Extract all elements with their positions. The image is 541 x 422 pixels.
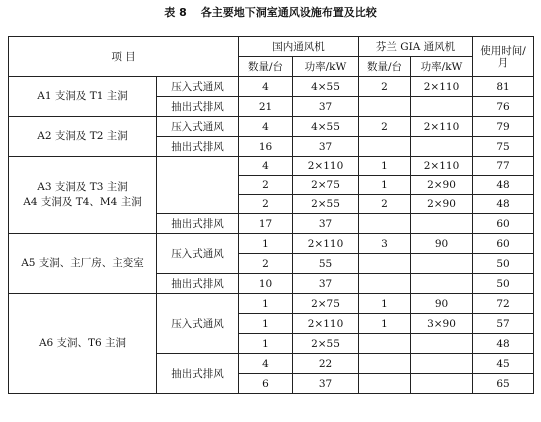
domestic-qty: 2 [239, 176, 293, 195]
use-time: 60 [473, 234, 534, 254]
use-time: 75 [473, 137, 534, 157]
vent-type [157, 157, 239, 214]
vent-type: 抽出式排风 [157, 137, 239, 157]
use-time: 50 [473, 254, 534, 274]
use-time: 72 [473, 294, 534, 314]
finnish-qty: 1 [359, 294, 411, 314]
vent-type: 压入式通风 [157, 77, 239, 97]
header-domestic-qty: 数量/台 [239, 57, 293, 77]
use-time: 65 [473, 374, 534, 394]
vent-type: 压入式通风 [157, 117, 239, 137]
finnish-power [411, 374, 473, 394]
finnish-qty: 2 [359, 195, 411, 214]
domestic-qty: 1 [239, 334, 293, 354]
finnish-qty [359, 214, 411, 234]
ventilation-table [8, 36, 534, 394]
finnish-qty: 2 [359, 117, 411, 137]
vent-type: 抽出式排风 [157, 214, 239, 234]
header-finnish-power: 功率/kW [411, 57, 473, 77]
finnish-power [411, 334, 473, 354]
domestic-qty: 1 [239, 294, 293, 314]
use-time: 48 [473, 176, 534, 195]
domestic-power: 2×110 [293, 234, 359, 254]
domestic-qty: 2 [239, 254, 293, 274]
finnish-power [411, 254, 473, 274]
finnish-power: 2×110 [411, 157, 473, 176]
use-time: 76 [473, 97, 534, 117]
domestic-qty: 21 [239, 97, 293, 117]
finnish-power: 90 [411, 234, 473, 254]
domestic-power: 4×55 [293, 77, 359, 97]
finnish-power [411, 354, 473, 374]
finnish-power [411, 214, 473, 234]
finnish-qty: 1 [359, 176, 411, 195]
table-row [9, 117, 534, 137]
finnish-power: 2×90 [411, 176, 473, 195]
table-title [0, 4, 541, 20]
use-time: 60 [473, 214, 534, 234]
vent-type: 压入式通风 [157, 294, 239, 354]
finnish-qty [359, 274, 411, 294]
domestic-power: 2×55 [293, 195, 359, 214]
finnish-power: 2×110 [411, 77, 473, 97]
domestic-power: 2×110 [293, 314, 359, 334]
header-domestic-power: 功率/kW [293, 57, 359, 77]
domestic-power: 37 [293, 214, 359, 234]
domestic-power: 55 [293, 254, 359, 274]
group-name: A5 支洞、主厂房、主变室 [9, 234, 157, 294]
finnish-power: 2×90 [411, 195, 473, 214]
header-domestic: 国内通风机 [239, 37, 359, 57]
header-finnish-qty: 数量/台 [359, 57, 411, 77]
vent-type: 抽出式排风 [157, 274, 239, 294]
table-row [9, 294, 534, 314]
header-item: 项 目 [9, 37, 239, 77]
finnish-qty [359, 374, 411, 394]
domestic-power: 37 [293, 374, 359, 394]
domestic-qty: 6 [239, 374, 293, 394]
domestic-qty: 1 [239, 314, 293, 334]
use-time: 48 [473, 195, 534, 214]
use-time: 77 [473, 157, 534, 176]
group-name: A6 支洞、T6 主洞 [9, 294, 157, 394]
finnish-power: 90 [411, 294, 473, 314]
use-time: 45 [473, 354, 534, 374]
table-number: 表 8 [164, 6, 187, 19]
table-row [9, 77, 534, 97]
group-name: A3 支洞及 T3 主洞 A4 支洞及 T4、M4 主洞 [9, 157, 157, 234]
finnish-qty: 1 [359, 157, 411, 176]
domestic-qty: 10 [239, 274, 293, 294]
finnish-qty [359, 137, 411, 157]
domestic-power: 37 [293, 97, 359, 117]
finnish-power [411, 274, 473, 294]
vent-type: 抽出式排风 [157, 354, 239, 394]
finnish-qty [359, 334, 411, 354]
use-time: 50 [473, 274, 534, 294]
finnish-qty [359, 354, 411, 374]
finnish-power [411, 137, 473, 157]
domestic-power: 37 [293, 274, 359, 294]
domestic-qty: 4 [239, 117, 293, 137]
vent-type: 压入式通风 [157, 234, 239, 274]
domestic-power: 2×55 [293, 334, 359, 354]
finnish-qty: 1 [359, 314, 411, 334]
domestic-power: 2×75 [293, 294, 359, 314]
table-row [9, 234, 534, 254]
finnish-qty [359, 97, 411, 117]
domestic-qty: 4 [239, 157, 293, 176]
group-name: A1 支洞及 T1 主洞 [9, 77, 157, 117]
header-time: 使用时间/月 [473, 37, 534, 77]
finnish-power [411, 97, 473, 117]
domestic-qty: 4 [239, 77, 293, 97]
domestic-power: 22 [293, 354, 359, 374]
domestic-qty: 2 [239, 195, 293, 214]
table-caption: 各主要地下洞室通风设施布置及比较 [200, 6, 377, 19]
header-finnish: 芬兰 GIA 通风机 [359, 37, 473, 57]
use-time: 79 [473, 117, 534, 137]
group-name: A2 支洞及 T2 主洞 [9, 117, 157, 157]
domestic-qty: 1 [239, 234, 293, 254]
table-row [9, 157, 534, 176]
finnish-qty: 3 [359, 234, 411, 254]
domestic-qty: 16 [239, 137, 293, 157]
domestic-qty: 17 [239, 214, 293, 234]
use-time: 81 [473, 77, 534, 97]
domestic-power: 2×75 [293, 176, 359, 195]
vent-type: 抽出式排风 [157, 97, 239, 117]
finnish-power: 3×90 [411, 314, 473, 334]
finnish-power: 2×110 [411, 117, 473, 137]
domestic-power: 2×110 [293, 157, 359, 176]
use-time: 48 [473, 334, 534, 354]
finnish-qty: 2 [359, 77, 411, 97]
domestic-power: 37 [293, 137, 359, 157]
domestic-power: 4×55 [293, 117, 359, 137]
domestic-qty: 4 [239, 354, 293, 374]
finnish-qty [359, 254, 411, 274]
use-time: 57 [473, 314, 534, 334]
